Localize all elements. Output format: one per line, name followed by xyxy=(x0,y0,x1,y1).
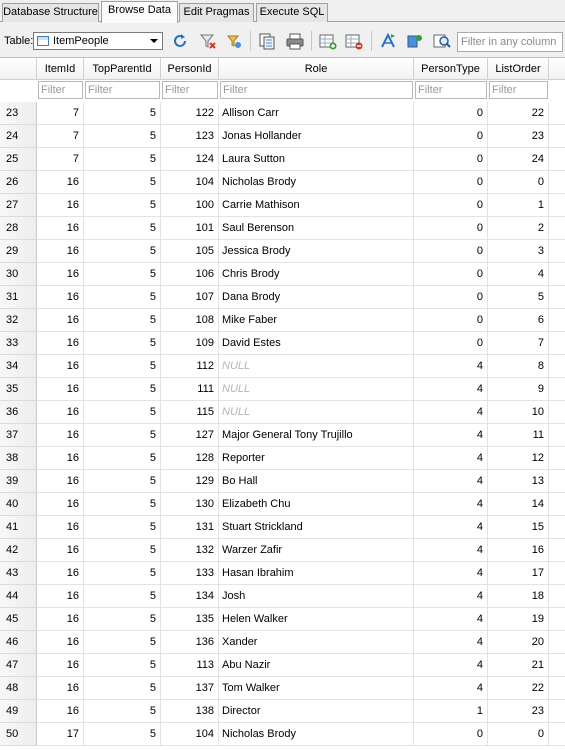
cell-persontype[interactable]: 4 xyxy=(414,401,488,424)
cell-topparentid[interactable]: 5 xyxy=(84,516,161,539)
cell-persontype[interactable]: 0 xyxy=(414,309,488,332)
row-number[interactable]: 29 xyxy=(0,240,37,263)
row-number[interactable]: 30 xyxy=(0,263,37,286)
cell-role[interactable]: Major General Tony Trujillo xyxy=(219,424,414,447)
row-number[interactable]: 46 xyxy=(0,631,37,654)
cell-personid[interactable]: 101 xyxy=(161,217,219,240)
cell-persontype[interactable]: 4 xyxy=(414,516,488,539)
cell-listorder[interactable]: 17 xyxy=(488,562,549,585)
toolbar-separator xyxy=(311,31,312,51)
cell-personid[interactable]: 134 xyxy=(161,585,219,608)
cell-listorder[interactable]: 23 xyxy=(488,700,549,723)
cell-listorder[interactable]: 9 xyxy=(488,378,549,401)
cell-role[interactable]: Hasan Ibrahim xyxy=(219,562,414,585)
cell-listorder[interactable]: 19 xyxy=(488,608,549,631)
tab-edit-pragmas[interactable]: Edit Pragmas xyxy=(179,3,254,22)
row-number[interactable]: 38 xyxy=(0,447,37,470)
row-filler xyxy=(549,171,565,194)
row-number[interactable]: 45 xyxy=(0,608,37,631)
tab-execute-sql[interactable]: Execute SQL xyxy=(256,3,328,22)
cell-topparentid[interactable]: 5 xyxy=(84,148,161,171)
cell-itemid[interactable]: 16 xyxy=(37,677,84,700)
cell-personid[interactable]: 124 xyxy=(161,148,219,171)
cell-personid[interactable]: 112 xyxy=(161,355,219,378)
table-label: Table: xyxy=(4,35,34,47)
cell-topparentid[interactable]: 5 xyxy=(84,309,161,332)
cell-itemid[interactable]: 16 xyxy=(37,608,84,631)
cell-persontype[interactable]: 4 xyxy=(414,608,488,631)
cell-itemid[interactable]: 16 xyxy=(37,700,84,723)
cell-itemid[interactable]: 16 xyxy=(37,654,84,677)
cell-listorder[interactable]: 0 xyxy=(488,171,549,194)
table-body xyxy=(0,102,565,746)
cell-topparentid[interactable]: 5 xyxy=(84,217,161,240)
table-row[interactable] xyxy=(0,723,565,746)
cell-listorder[interactable]: 7 xyxy=(488,332,549,355)
row-filler xyxy=(549,700,565,723)
row-filler xyxy=(549,378,565,401)
table-row[interactable] xyxy=(0,194,565,217)
cell-role[interactable]: Xander xyxy=(219,631,414,654)
cell-role[interactable]: Tom Walker xyxy=(219,677,414,700)
cell-role[interactable]: Chris Brody xyxy=(219,263,414,286)
row-number[interactable]: 44 xyxy=(0,585,37,608)
cell-topparentid[interactable]: 5 xyxy=(84,240,161,263)
cell-topparentid[interactable]: 5 xyxy=(84,654,161,677)
cell-topparentid[interactable]: 5 xyxy=(84,631,161,654)
cell-role[interactable]: Josh xyxy=(219,585,414,608)
cell-topparentid[interactable]: 5 xyxy=(84,447,161,470)
cell-listorder[interactable]: 4 xyxy=(488,263,549,286)
cell-topparentid[interactable]: 5 xyxy=(84,493,161,516)
row-filler xyxy=(549,654,565,677)
cell-personid[interactable]: 109 xyxy=(161,332,219,355)
cell-personid[interactable]: 108 xyxy=(161,309,219,332)
cell-itemid[interactable]: 16 xyxy=(37,539,84,562)
cell-persontype[interactable]: 4 xyxy=(414,562,488,585)
row-filler xyxy=(549,125,565,148)
cell-listorder[interactable]: 11 xyxy=(488,424,549,447)
row-number[interactable]: 40 xyxy=(0,493,37,516)
format-icon[interactable] xyxy=(379,32,397,50)
cell-itemid[interactable]: 7 xyxy=(37,102,84,125)
cell-persontype[interactable]: 4 xyxy=(414,355,488,378)
cell-persontype[interactable]: 4 xyxy=(414,585,488,608)
table-row[interactable] xyxy=(0,470,565,493)
table-row[interactable] xyxy=(0,309,565,332)
cell-listorder[interactable]: 23 xyxy=(488,125,549,148)
new-record-icon[interactable] xyxy=(319,32,337,50)
table-row[interactable] xyxy=(0,608,565,631)
cell-role[interactable]: Director xyxy=(219,700,414,723)
table-row[interactable] xyxy=(0,631,565,654)
cell-persontype[interactable]: 4 xyxy=(414,631,488,654)
column-header-itemid[interactable]: ItemId xyxy=(37,58,84,80)
cell-topparentid[interactable]: 5 xyxy=(84,286,161,309)
cell-role[interactable]: Stuart Strickland xyxy=(219,516,414,539)
cell-persontype[interactable]: 4 xyxy=(414,654,488,677)
cell-listorder[interactable]: 5 xyxy=(488,286,549,309)
row-filler xyxy=(549,355,565,378)
row-number[interactable]: 42 xyxy=(0,539,37,562)
row-filler xyxy=(549,217,565,240)
cell-listorder[interactable]: 15 xyxy=(488,516,549,539)
row-number[interactable]: 28 xyxy=(0,217,37,240)
cell-personid[interactable]: 111 xyxy=(161,378,219,401)
cell-listorder[interactable]: 8 xyxy=(488,355,549,378)
cell-persontype[interactable]: 0 xyxy=(414,171,488,194)
row-number[interactable]: 27 xyxy=(0,194,37,217)
cell-persontype[interactable]: 0 xyxy=(414,148,488,171)
cell-topparentid[interactable]: 5 xyxy=(84,585,161,608)
row-number[interactable]: 43 xyxy=(0,562,37,585)
table-row[interactable] xyxy=(0,217,565,240)
row-number[interactable]: 39 xyxy=(0,470,37,493)
table-row[interactable] xyxy=(0,700,565,723)
cell-personid[interactable]: 136 xyxy=(161,631,219,654)
cell-persontype[interactable]: 0 xyxy=(414,263,488,286)
column-header-persontype[interactable]: PersonType xyxy=(414,58,488,80)
row-filler xyxy=(549,723,565,746)
cell-persontype[interactable]: 0 xyxy=(414,286,488,309)
cell-listorder[interactable]: 22 xyxy=(488,102,549,125)
cell-personid[interactable]: 104 xyxy=(161,171,219,194)
cell-listorder[interactable]: 6 xyxy=(488,309,549,332)
cell-itemid[interactable]: 16 xyxy=(37,470,84,493)
cell-itemid[interactable]: 16 xyxy=(37,424,84,447)
cell-personid[interactable]: 113 xyxy=(161,654,219,677)
cell-itemid[interactable]: 16 xyxy=(37,171,84,194)
cell-role[interactable]: Mike Faber xyxy=(219,309,414,332)
table-row[interactable] xyxy=(0,677,565,700)
cell-persontype[interactable]: 0 xyxy=(414,194,488,217)
cell-personid[interactable]: 131 xyxy=(161,516,219,539)
cell-listorder[interactable]: 16 xyxy=(488,539,549,562)
row-filler xyxy=(549,309,565,332)
cell-persontype[interactable]: 4 xyxy=(414,493,488,516)
cell-topparentid[interactable]: 5 xyxy=(84,171,161,194)
cell-topparentid[interactable]: 5 xyxy=(84,424,161,447)
cell-listorder[interactable]: 13 xyxy=(488,470,549,493)
cell-role[interactable]: Saul Berenson xyxy=(219,217,414,240)
cell-role[interactable]: Allison Carr xyxy=(219,102,414,125)
cell-topparentid[interactable]: 5 xyxy=(84,562,161,585)
cell-persontype[interactable]: 4 xyxy=(414,539,488,562)
table-row[interactable] xyxy=(0,493,565,516)
cell-persontype[interactable]: 4 xyxy=(414,424,488,447)
filter-role[interactable] xyxy=(220,81,413,99)
row-number[interactable]: 41 xyxy=(0,516,37,539)
row-number[interactable]: 50 xyxy=(0,723,37,746)
data-grid xyxy=(0,57,565,750)
cell-itemid[interactable]: 16 xyxy=(37,240,84,263)
cell-persontype[interactable]: 0 xyxy=(414,240,488,263)
filter-listorder[interactable] xyxy=(489,81,548,99)
cell-topparentid[interactable]: 5 xyxy=(84,378,161,401)
column-header-personid[interactable]: PersonId xyxy=(161,58,219,80)
cell-role[interactable]: Warzer Zafir xyxy=(219,539,414,562)
table-row[interactable] xyxy=(0,171,565,194)
table-select-value: ItemPeople xyxy=(53,35,109,47)
header-filler xyxy=(549,58,565,80)
row-number[interactable]: 23 xyxy=(0,102,37,125)
cell-personid[interactable]: 137 xyxy=(161,677,219,700)
row-filler xyxy=(549,470,565,493)
cell-role[interactable]: David Estes xyxy=(219,332,414,355)
cell-topparentid[interactable]: 5 xyxy=(84,608,161,631)
table-row[interactable] xyxy=(0,516,565,539)
cell-role[interactable]: Nicholas Brody xyxy=(219,723,414,746)
table-row[interactable] xyxy=(0,263,565,286)
cell-persontype[interactable]: 4 xyxy=(414,470,488,493)
cell-itemid[interactable]: 16 xyxy=(37,217,84,240)
table-row[interactable] xyxy=(0,539,565,562)
cell-role[interactable]: NULL xyxy=(219,401,414,424)
cell-role[interactable]: NULL xyxy=(219,378,414,401)
cell-personid[interactable]: 123 xyxy=(161,125,219,148)
chevron-down-icon xyxy=(150,39,158,43)
row-filler xyxy=(549,677,565,700)
cell-topparentid[interactable]: 5 xyxy=(84,263,161,286)
table-row[interactable] xyxy=(0,125,565,148)
table-row[interactable] xyxy=(0,378,565,401)
cell-personid[interactable]: 104 xyxy=(161,723,219,746)
copy-icon[interactable] xyxy=(258,32,276,50)
cell-topparentid[interactable]: 5 xyxy=(84,332,161,355)
table-row[interactable] xyxy=(0,240,565,263)
cell-role[interactable]: Laura Sutton xyxy=(219,148,414,171)
cell-personid[interactable]: 107 xyxy=(161,286,219,309)
row-filler xyxy=(549,539,565,562)
cell-topparentid[interactable]: 5 xyxy=(84,700,161,723)
cell-topparentid[interactable]: 5 xyxy=(84,125,161,148)
row-filler xyxy=(549,102,565,125)
cell-listorder[interactable]: 22 xyxy=(488,677,549,700)
table-row[interactable] xyxy=(0,355,565,378)
row-filler xyxy=(549,332,565,355)
cell-itemid[interactable]: 16 xyxy=(37,378,84,401)
row-filler xyxy=(549,447,565,470)
row-number[interactable]: 36 xyxy=(0,401,37,424)
save-filter-icon[interactable] xyxy=(225,32,243,50)
filter-persontype[interactable] xyxy=(415,81,487,99)
cell-itemid[interactable]: 17 xyxy=(37,723,84,746)
row-number[interactable]: 26 xyxy=(0,171,37,194)
row-number[interactable]: 24 xyxy=(0,125,37,148)
cell-listorder[interactable]: 18 xyxy=(488,585,549,608)
delete-record-icon[interactable] xyxy=(345,32,363,50)
table-icon xyxy=(37,36,49,46)
table-row[interactable] xyxy=(0,148,565,171)
filter-itemid[interactable] xyxy=(38,81,83,99)
row-filler xyxy=(549,263,565,286)
cell-role[interactable]: Carrie Mathison xyxy=(219,194,414,217)
row-filler xyxy=(549,401,565,424)
table-row[interactable] xyxy=(0,332,565,355)
cell-itemid[interactable]: 16 xyxy=(37,309,84,332)
cell-role[interactable]: Jonas Hollander xyxy=(219,125,414,148)
browse-toolbar xyxy=(0,23,565,56)
table-select[interactable] xyxy=(33,32,163,50)
cell-topparentid[interactable]: 5 xyxy=(84,355,161,378)
column-header-listorder[interactable]: ListOrder xyxy=(488,58,549,80)
print-icon[interactable] xyxy=(286,32,304,50)
cell-personid[interactable]: 130 xyxy=(161,493,219,516)
cell-role[interactable]: Reporter xyxy=(219,447,414,470)
cell-itemid[interactable]: 16 xyxy=(37,562,84,585)
cell-personid[interactable]: 132 xyxy=(161,539,219,562)
row-number[interactable]: 32 xyxy=(0,309,37,332)
cell-role[interactable]: Dana Brody xyxy=(219,286,414,309)
row-filler xyxy=(549,148,565,171)
row-number[interactable]: 48 xyxy=(0,677,37,700)
cell-itemid[interactable]: 16 xyxy=(37,332,84,355)
row-filler xyxy=(549,493,565,516)
cell-persontype[interactable]: 4 xyxy=(414,447,488,470)
cell-listorder[interactable]: 20 xyxy=(488,631,549,654)
cell-itemid[interactable]: 16 xyxy=(37,631,84,654)
row-filler xyxy=(549,631,565,654)
cell-itemid[interactable]: 16 xyxy=(37,493,84,516)
cell-role[interactable]: Jessica Brody xyxy=(219,240,414,263)
refresh-icon[interactable] xyxy=(171,32,189,50)
cell-itemid[interactable]: 16 xyxy=(37,516,84,539)
row-number[interactable]: 37 xyxy=(0,424,37,447)
row-number[interactable]: 34 xyxy=(0,355,37,378)
cell-listorder[interactable]: 2 xyxy=(488,217,549,240)
cell-itemid[interactable]: 16 xyxy=(37,585,84,608)
cell-personid[interactable]: 128 xyxy=(161,447,219,470)
column-header-topparentid[interactable]: TopParentId xyxy=(84,58,161,80)
set-encoding-icon[interactable] xyxy=(406,32,424,50)
row-filler xyxy=(549,240,565,263)
cell-personid[interactable]: 100 xyxy=(161,194,219,217)
row-filler xyxy=(549,286,565,309)
cell-topparentid[interactable]: 5 xyxy=(84,194,161,217)
cell-personid[interactable]: 135 xyxy=(161,608,219,631)
cell-persontype[interactable]: 4 xyxy=(414,677,488,700)
cell-role[interactable]: Helen Walker xyxy=(219,608,414,631)
cell-role[interactable]: NULL xyxy=(219,355,414,378)
cell-topparentid[interactable]: 5 xyxy=(84,539,161,562)
cell-topparentid[interactable]: 5 xyxy=(84,401,161,424)
cell-itemid[interactable]: 7 xyxy=(37,125,84,148)
cell-persontype[interactable]: 1 xyxy=(414,700,488,723)
cell-listorder[interactable]: 12 xyxy=(488,447,549,470)
row-number[interactable]: 25 xyxy=(0,148,37,171)
cell-personid[interactable]: 138 xyxy=(161,700,219,723)
cell-personid[interactable]: 106 xyxy=(161,263,219,286)
cell-listorder[interactable]: 14 xyxy=(488,493,549,516)
cell-persontype[interactable]: 0 xyxy=(414,332,488,355)
tab-database-structure[interactable]: Database Structure xyxy=(2,3,99,22)
toolbar-separator xyxy=(371,31,372,51)
table-row[interactable] xyxy=(0,447,565,470)
toolbar-separator xyxy=(250,31,251,51)
cell-itemid[interactable]: 16 xyxy=(37,447,84,470)
row-number[interactable]: 33 xyxy=(0,332,37,355)
cell-personid[interactable]: 122 xyxy=(161,102,219,125)
cell-itemid[interactable]: 16 xyxy=(37,194,84,217)
filter-any-column-input[interactable] xyxy=(457,32,563,52)
corner-header xyxy=(0,58,37,80)
cell-listorder[interactable]: 0 xyxy=(488,723,549,746)
cell-personid[interactable]: 127 xyxy=(161,424,219,447)
cell-personid[interactable]: 129 xyxy=(161,470,219,493)
cell-persontype[interactable]: 0 xyxy=(414,723,488,746)
row-number[interactable]: 35 xyxy=(0,378,37,401)
tab-browse-data[interactable]: Browse Data xyxy=(101,1,178,23)
clear-filters-icon[interactable] xyxy=(199,32,217,50)
table-row[interactable] xyxy=(0,424,565,447)
cell-role[interactable]: Elizabeth Chu xyxy=(219,493,414,516)
cell-personid[interactable]: 133 xyxy=(161,562,219,585)
filter-personid[interactable] xyxy=(162,81,218,99)
cell-listorder[interactable]: 10 xyxy=(488,401,549,424)
tab-bar xyxy=(0,0,565,22)
cell-topparentid[interactable]: 5 xyxy=(84,102,161,125)
row-filler xyxy=(549,562,565,585)
filter-topparentid[interactable] xyxy=(85,81,160,99)
cell-persontype[interactable]: 0 xyxy=(414,102,488,125)
table-row[interactable] xyxy=(0,654,565,677)
cell-topparentid[interactable]: 5 xyxy=(84,723,161,746)
cell-persontype[interactable]: 0 xyxy=(414,217,488,240)
row-number[interactable]: 47 xyxy=(0,654,37,677)
column-header-role[interactable]: Role xyxy=(219,58,414,80)
table-row[interactable] xyxy=(0,562,565,585)
table-row[interactable] xyxy=(0,585,565,608)
row-filler xyxy=(549,194,565,217)
cell-topparentid[interactable]: 5 xyxy=(84,677,161,700)
cell-personid[interactable]: 115 xyxy=(161,401,219,424)
find-icon[interactable] xyxy=(433,32,451,50)
cell-itemid[interactable]: 16 xyxy=(37,263,84,286)
cell-listorder[interactable]: 21 xyxy=(488,654,549,677)
row-filler xyxy=(549,585,565,608)
cell-itemid[interactable]: 16 xyxy=(37,286,84,309)
row-filler xyxy=(549,516,565,539)
row-filler xyxy=(549,424,565,447)
table-row[interactable] xyxy=(0,286,565,309)
cell-itemid[interactable]: 7 xyxy=(37,148,84,171)
cell-personid[interactable]: 105 xyxy=(161,240,219,263)
cell-topparentid[interactable]: 5 xyxy=(84,470,161,493)
cell-listorder[interactable]: 3 xyxy=(488,240,549,263)
cell-role[interactable]: Abu Nazir xyxy=(219,654,414,677)
cell-itemid[interactable]: 16 xyxy=(37,401,84,424)
cell-itemid[interactable]: 16 xyxy=(37,355,84,378)
cell-persontype[interactable]: 4 xyxy=(414,378,488,401)
table-row[interactable] xyxy=(0,102,565,125)
row-number[interactable]: 49 xyxy=(0,700,37,723)
cell-persontype[interactable]: 0 xyxy=(414,125,488,148)
row-number[interactable]: 31 xyxy=(0,286,37,309)
table-row[interactable] xyxy=(0,401,565,424)
cell-listorder[interactable]: 24 xyxy=(488,148,549,171)
cell-listorder[interactable]: 1 xyxy=(488,194,549,217)
row-filler xyxy=(549,608,565,631)
cell-role[interactable]: Bo Hall xyxy=(219,470,414,493)
cell-role[interactable]: Nicholas Brody xyxy=(219,171,414,194)
